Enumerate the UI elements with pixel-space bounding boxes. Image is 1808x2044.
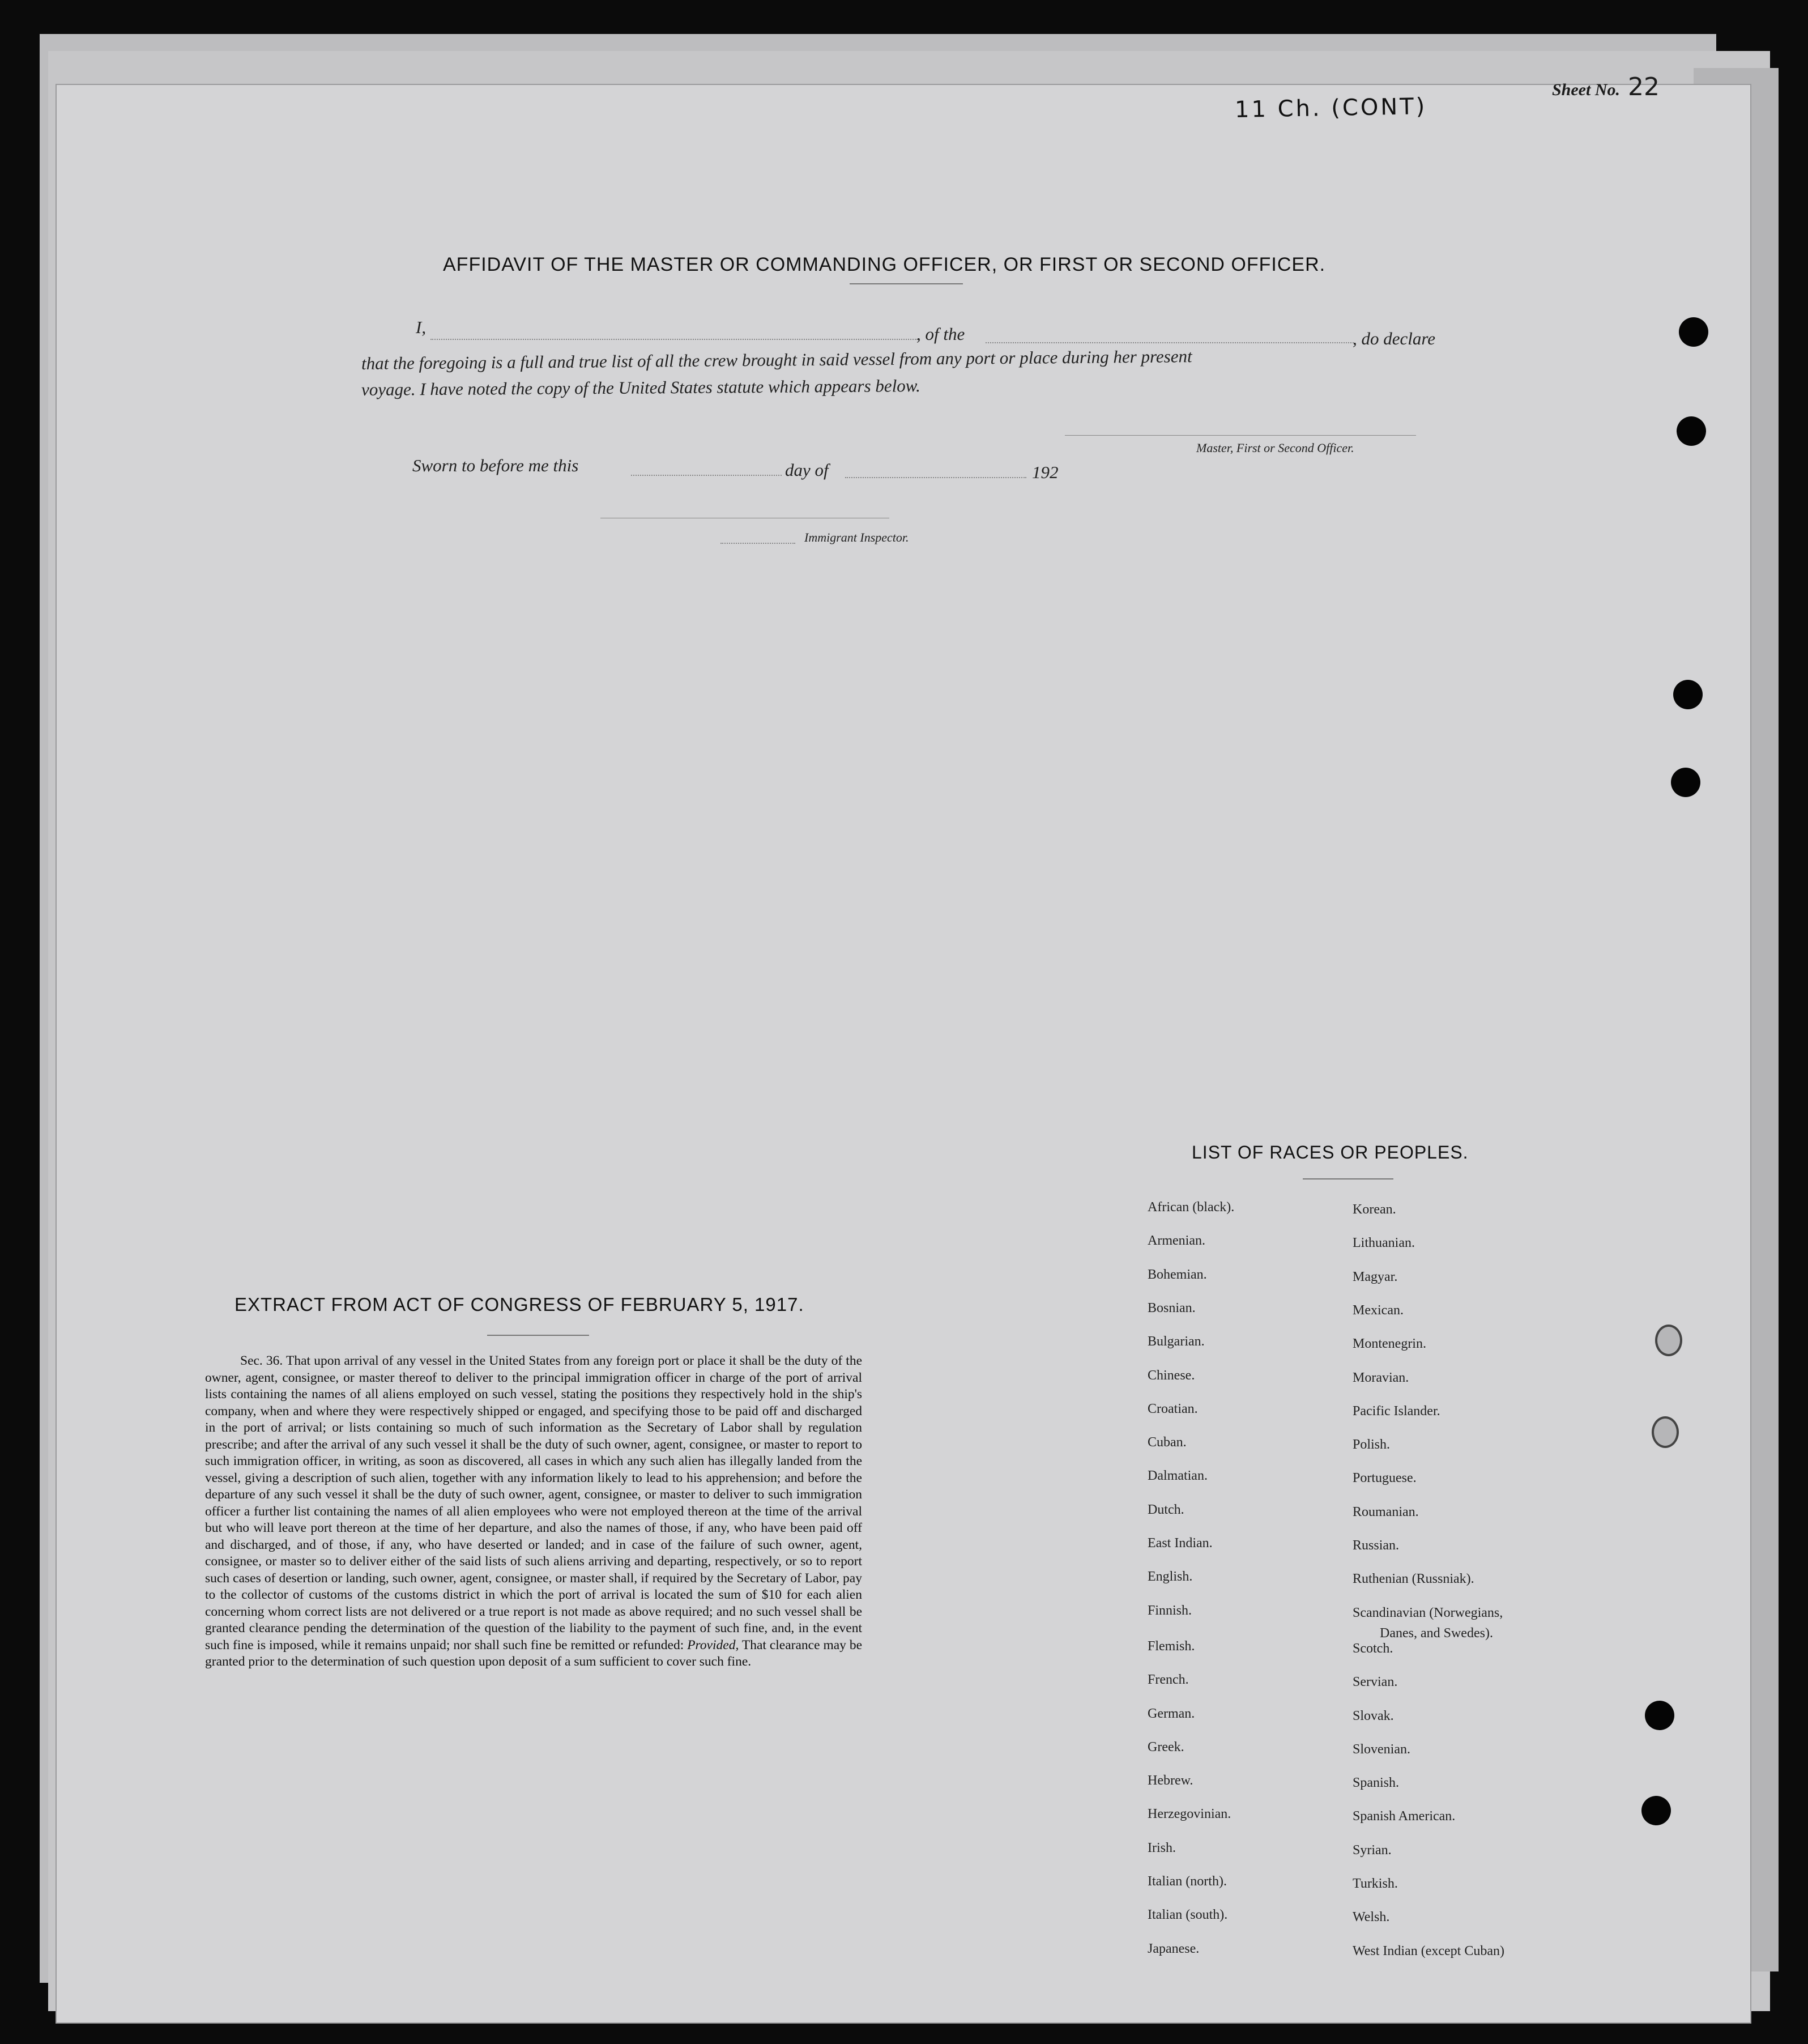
race-item: Flemish. bbox=[1148, 1638, 1195, 1654]
race-item: Spanish. bbox=[1353, 1775, 1400, 1791]
race-item: Syrian. bbox=[1353, 1842, 1392, 1858]
race-item: Pacific Islander. bbox=[1353, 1403, 1440, 1419]
race-item: Armenian. bbox=[1148, 1233, 1205, 1249]
races-title: LIST OF RACES OR PEOPLES. bbox=[1192, 1142, 1469, 1162]
race-item: Roumanian. bbox=[1353, 1504, 1419, 1519]
extract-text-end: That clearance may be granted prior to the determination of such question upon deposit of a sum sufficient to cover such fine. bbox=[205, 1637, 863, 1669]
race-item: East Indian. bbox=[1148, 1536, 1213, 1551]
binder-hole bbox=[1641, 1796, 1671, 1825]
race-item: Servian. bbox=[1353, 1675, 1398, 1690]
race-item: Dutch. bbox=[1148, 1502, 1184, 1517]
binder-hole bbox=[1679, 317, 1708, 347]
sheet-label: Sheet No. bbox=[1552, 80, 1620, 99]
affidavit-i-label: I, bbox=[416, 317, 427, 337]
race-item: West Indian (except Cuban) bbox=[1353, 1943, 1504, 1958]
race-item: Turkish. bbox=[1353, 1876, 1398, 1891]
race-item: Slovenian. bbox=[1353, 1741, 1410, 1757]
race-item: Lithuanian. bbox=[1353, 1236, 1415, 1251]
divider bbox=[487, 1335, 589, 1336]
race-item: Magyar. bbox=[1353, 1269, 1398, 1284]
race-item: Polish. bbox=[1353, 1437, 1391, 1453]
sworn-label: Sworn to before me this bbox=[412, 455, 579, 475]
race-item: Herzegovinian. bbox=[1148, 1807, 1231, 1822]
race-item: Montenegrin. bbox=[1353, 1336, 1426, 1352]
sheet-number: 22 bbox=[1628, 73, 1660, 101]
race-item: English. bbox=[1148, 1569, 1193, 1585]
binder-hole bbox=[1652, 1416, 1679, 1448]
race-item: Moravian. bbox=[1353, 1370, 1409, 1385]
race-item: Dalmatian. bbox=[1148, 1468, 1208, 1484]
binder-hole bbox=[1673, 680, 1703, 709]
divider bbox=[1303, 1178, 1393, 1179]
race-item: Japanese. bbox=[1148, 1941, 1200, 1956]
race-item: Russian. bbox=[1353, 1538, 1400, 1553]
race-item: Slovak. bbox=[1353, 1708, 1394, 1723]
sworn-month-field-line[interactable] bbox=[845, 477, 1026, 478]
race-item: Scotch. bbox=[1353, 1641, 1393, 1656]
race-item: Ruthenian (Russniak). bbox=[1353, 1572, 1474, 1587]
binder-hole bbox=[1671, 768, 1700, 797]
race-item: Italian (north). bbox=[1148, 1874, 1227, 1889]
race-item: Chinese. bbox=[1148, 1368, 1195, 1383]
sworn-day-field-line[interactable] bbox=[631, 475, 782, 476]
race-item: Mexican. bbox=[1353, 1302, 1404, 1318]
race-item: Finnish. bbox=[1148, 1603, 1192, 1618]
race-item: Hebrew. bbox=[1148, 1773, 1193, 1788]
extract-paragraph bbox=[205, 1353, 862, 1671]
extract-title: EXTRACT FROM ACT OF CONGRESS OF FEBRUARY 5, 1917. bbox=[234, 1294, 804, 1315]
affidavit-line-2: that the foregoing is a full and true list of all the crew brought in said vessel from any port or place during her present bbox=[361, 346, 1192, 373]
inspector-caption: Immigrant Inspector. bbox=[804, 530, 909, 544]
binder-hole bbox=[1645, 1701, 1674, 1730]
race-item: Croatian. bbox=[1148, 1401, 1198, 1416]
race-item: African (black). bbox=[1148, 1200, 1235, 1215]
signature-caption: Master, First or Second Officer. bbox=[1196, 441, 1354, 455]
signature-line[interactable] bbox=[1065, 435, 1416, 436]
year-label: 192 bbox=[1032, 462, 1059, 482]
race-item: Danes, and Swedes). bbox=[1380, 1625, 1493, 1641]
race-item: Greek. bbox=[1148, 1739, 1184, 1755]
affidavit-of-the-label: , of the bbox=[916, 324, 965, 344]
race-item: Korean. bbox=[1353, 1202, 1396, 1217]
race-item: Welsh. bbox=[1353, 1910, 1390, 1925]
inspector-title-dots bbox=[720, 543, 795, 544]
race-item: Bosnian. bbox=[1148, 1300, 1196, 1315]
divider bbox=[850, 283, 963, 284]
race-item: Portuguese. bbox=[1353, 1471, 1417, 1486]
day-of-label: day of bbox=[785, 460, 829, 480]
race-item: Cuban. bbox=[1148, 1435, 1187, 1450]
binder-hole bbox=[1655, 1325, 1682, 1356]
vessel-field-line[interactable] bbox=[986, 342, 1354, 343]
extract-body bbox=[205, 1353, 862, 1671]
affidavit-line-3: voyage. I have noted the copy of the United States statute which appears below. bbox=[361, 376, 920, 399]
race-item: French. bbox=[1148, 1672, 1189, 1688]
affidavit-declare-label: , do declare bbox=[1353, 329, 1436, 348]
race-item: Italian (south). bbox=[1148, 1907, 1228, 1923]
race-item: Irish. bbox=[1148, 1840, 1176, 1855]
sheet-number-label bbox=[1552, 73, 1660, 101]
race-item: Spanish American. bbox=[1353, 1809, 1456, 1824]
name-field-line[interactable] bbox=[430, 339, 918, 340]
race-item: Scandinavian (Norwegians, bbox=[1353, 1605, 1503, 1620]
binder-hole bbox=[1677, 416, 1706, 446]
affidavit-title: AFFIDAVIT OF THE MASTER OR COMMANDING OFFICER, OR FIRST OR SECOND OFFICER. bbox=[443, 254, 1326, 275]
race-item: Bohemian. bbox=[1148, 1267, 1207, 1282]
extract-provided-word: Provided, bbox=[687, 1637, 739, 1653]
extract-text: Sec. 36. That upon arrival of any vessel in the United States from any foreign port or place it shall be the duty of the owner, agent, consignee, or master thereof to deliver to the principal immigration officer in charge of the port of arrival lists containing the names of all aliens employed on such vessel, stating the positions they respectively hold in the ship's company, when and where they were respectively shipped or engaged, and specifying those to be paid off and discharged in the port of arrival; or lists containing so much of such information as the Secretary of Labor shall by regulation prescribe; and after the arrival of any such vessel it shall be the duty of such owner, agent, consignee, or master to report to such immigration officer, in writing, as soon as discovered, all cases in which any such alien has illegally landed from the vessel, giving a description of such alien, together with any information likely to lead to his apprehension; and before the departure of any such vessel it shall be the duty of such owner, agent, consignee, or master to deliver to such immigration officer a further list containing the names of all alien employees who were not employed thereon at the time of the arrival but who will leave port thereon at the time of her departure, and also the names of those, if any, who have been paid off and discharged, and of those, if any, who have deserted or landed; and in case of the failure of such owner, agent, consignee, or master so to deliver either of the said lists of such aliens arriving and departing, respectively, or so to report such cases of desertion or landing, such owner, agent, consignee, or master shall, if required by the Secretary of Labor, pay to the collector of customs of the customs district in which the port of arrival is located the sum of $10 for each alien concerning whom correct lists are not delivered or a true report is not made as above required; and no such vessel shall be granted clearance pending the determination of the question of the liability to the payment of such fine, and, in the event such fine is imposed, while it remains unpaid; nor shall such fine be remitted or refunded: bbox=[205, 1353, 862, 1653]
race-item: German. bbox=[1148, 1706, 1195, 1721]
handwritten-note: 11 Ch. (CONT) bbox=[1234, 93, 1427, 123]
race-item: Bulgarian. bbox=[1148, 1334, 1205, 1349]
